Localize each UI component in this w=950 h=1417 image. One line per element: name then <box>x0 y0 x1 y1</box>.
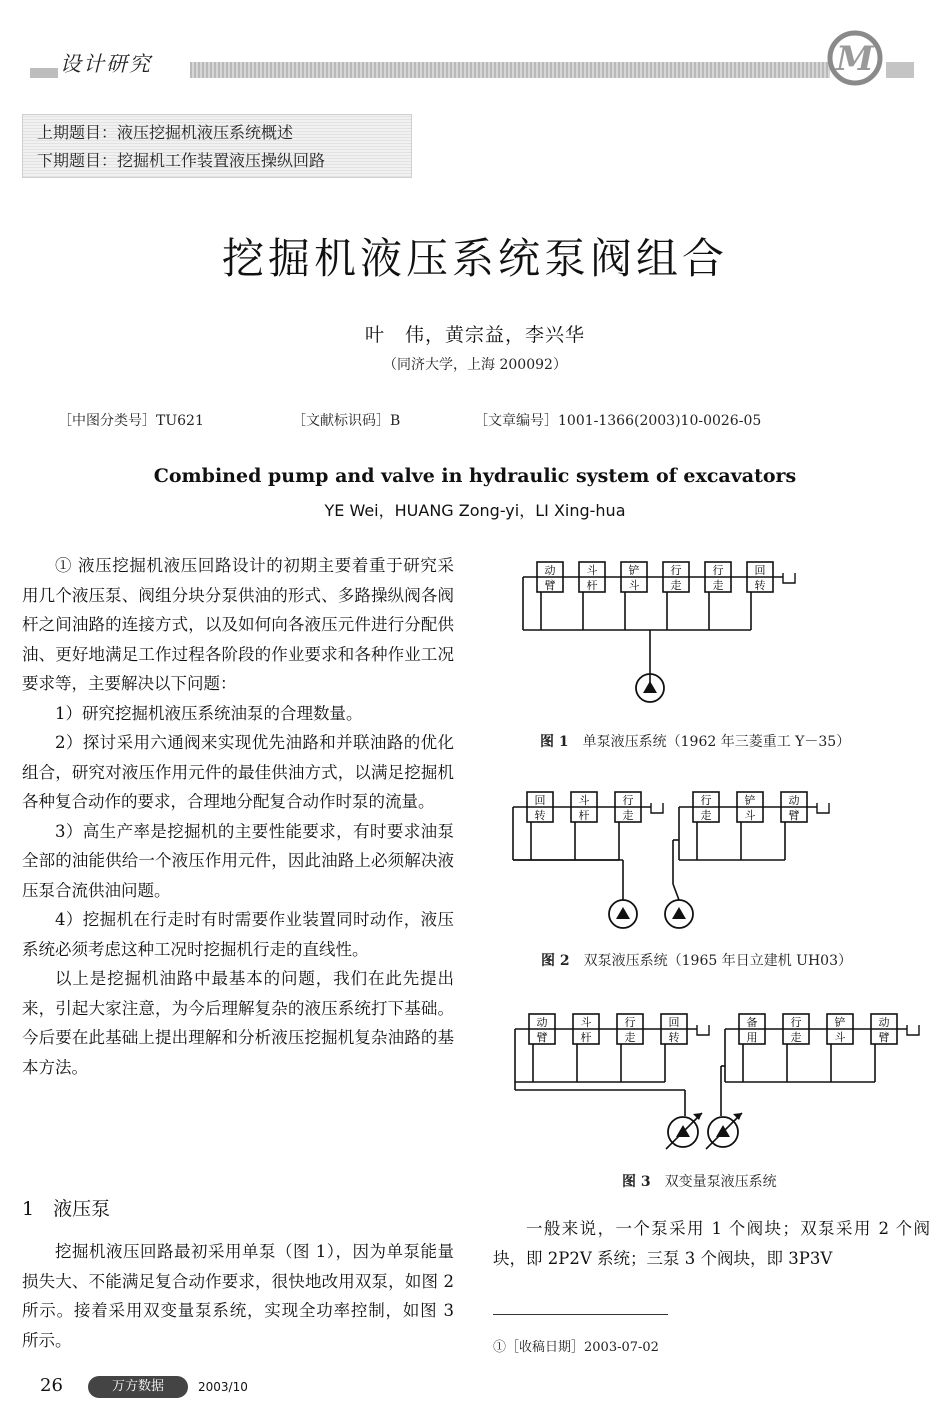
summary-paragraph: 以上是挖掘机油路中最基本的问题，我们在此先提出来，引起大家注意，为今后理解复杂的液压系统打下基础。今后要在此基础上提出理解和分析液压挖掘机复杂油路的基本方法。 <box>22 969 454 1077</box>
variable-arrowhead <box>733 1113 742 1120</box>
valve-label: 杆 <box>580 1031 592 1044</box>
figure-caption-text: 双泵液压系统（1965 年日立建机 UH03） <box>583 953 852 969</box>
valve-label: 行 <box>712 564 724 577</box>
issue-date: 2003/10 <box>198 1380 248 1394</box>
english-authors: YE Wei，HUANG Zong-yi，LI Xing-hua <box>324 501 626 520</box>
diagram-line <box>673 884 679 900</box>
header-band-left <box>30 68 58 78</box>
valve-label: 走 <box>670 579 682 592</box>
valve-label: 臂 <box>544 579 556 592</box>
valve-label: 行 <box>700 794 712 807</box>
section-heading: 1 液压泵 <box>22 1198 111 1220</box>
pump-arrow <box>643 681 657 693</box>
valve-label: 动 <box>536 1016 548 1029</box>
section1-paragraph-wrap <box>22 1237 454 1355</box>
next-topic: 下期题目：挖掘机工作装置液压操纵回路 <box>37 151 326 170</box>
tank-symbol <box>907 1025 919 1035</box>
figure-label: 图 1 <box>540 734 569 750</box>
figure-2-caption <box>541 950 852 970</box>
article-title: 挖掘机液压系统泵阀组合 <box>221 234 728 283</box>
valve-label: 行 <box>670 564 682 577</box>
valve-label: 走 <box>700 809 712 822</box>
figure-caption-text: 双变量泵液压系统 <box>664 1174 777 1190</box>
valve-label: 铲 <box>628 564 640 577</box>
valve-label: 铲 <box>834 1016 846 1029</box>
valve-label: 走 <box>790 1031 802 1044</box>
valve-label: 斗 <box>744 809 756 822</box>
tank-symbol <box>783 573 795 583</box>
valve-label: 转 <box>754 579 766 592</box>
variable-arrow <box>706 1113 742 1149</box>
valve-label: 臂 <box>788 809 800 822</box>
pump-arrow <box>616 907 630 919</box>
svg-text:M: M <box>836 39 874 79</box>
right-column <box>493 1214 930 1273</box>
valve-label: 转 <box>668 1031 680 1044</box>
valve-label: 走 <box>712 579 724 592</box>
valve-label: 走 <box>622 809 634 822</box>
valve-label: 备 <box>746 1016 758 1029</box>
header-band-right <box>886 62 914 78</box>
tank-symbol <box>817 803 829 813</box>
document-code: ［文献标识码］B <box>292 413 401 429</box>
topic-box <box>22 114 412 178</box>
valve-label: 回 <box>754 564 766 577</box>
valve-label: 斗 <box>586 564 598 577</box>
valve-label: 斗 <box>578 794 590 807</box>
valve-label: 斗 <box>834 1031 846 1044</box>
list-item: 3）高生产率是挖掘机的主要性能要求，有时要求油泵全部的油能供给一个液压作用元件，因此油路上必须解决液压泵合流供油问题。 <box>22 821 454 900</box>
article-affiliation: （同济大学，上海 200092） <box>383 357 567 373</box>
valve-label: 用 <box>746 1031 758 1044</box>
footnote-rule <box>493 1314 668 1315</box>
list-item: 1）研究挖掘机液压系统油泵的合理数量。 <box>55 703 363 723</box>
article-authors: 叶 伟，黄宗益，李兴华 <box>364 324 585 346</box>
previous-topic: 上期题目：液压挖掘机液压系统概述 <box>37 123 294 142</box>
variable-arrowhead <box>693 1113 702 1120</box>
valve-label: 走 <box>624 1031 636 1044</box>
left-column <box>22 551 454 1082</box>
valve-label: 斗 <box>628 579 640 592</box>
valve-label: 动 <box>878 1016 890 1029</box>
variable-arrow <box>666 1113 702 1149</box>
valve-label: 铲 <box>744 794 756 807</box>
section1-paragraph: 挖掘机液压回路最初采用单泵（图 1），因为单泵能量损失大、不能满足复合动作要求，很快地改用双泵，如图 2 所示。接着采用双变量泵系统，实现全功率控制，如图 3 所示。 <box>22 1242 454 1350</box>
valve-label: 行 <box>624 1016 636 1029</box>
article-number: ［文章编号］1001-1366(2003)10-0026-05 <box>474 413 762 429</box>
figure-3-diagram <box>495 1008 925 1158</box>
classification-number: ［中图分类号］TU621 <box>58 413 204 429</box>
figure-label: 图 3 <box>622 1174 651 1190</box>
figure-label: 图 2 <box>541 953 570 969</box>
journal-logo-icon <box>822 30 888 86</box>
valve-label: 转 <box>534 809 546 822</box>
pump-arrow <box>672 907 686 919</box>
valve-label: 动 <box>544 564 556 577</box>
figure-3-caption <box>622 1171 777 1191</box>
tank-symbol <box>651 803 663 813</box>
page-number: 26 <box>40 1375 63 1396</box>
valve-label: 行 <box>622 794 634 807</box>
footnote: ①［收稿日期］2003-07-02 <box>493 1340 659 1355</box>
section-label: 设计研究 <box>60 52 152 76</box>
figure-2-diagram <box>495 786 855 936</box>
tank-symbol <box>697 1025 709 1035</box>
valve-label: 杆 <box>578 809 590 822</box>
valve-label: 行 <box>790 1016 802 1029</box>
right-paragraph: 一般来说，一个泵采用 1 个阀块；双泵采用 2 个阀块，即 2P2V 系统；三泵 3 个阀块，即 3P3V <box>493 1219 930 1268</box>
figure-caption-text: 单泵液压系统（1962 年三菱重工 Y－35） <box>582 734 851 750</box>
list-item: 2）探讨采用六通阀来实现优先油路和并联油路的优化组合，研究对液压作用元件的最佳供油方式，以满足挖掘机各种复合动作的要求，合理地分配复合动作时泵的流量。 <box>22 733 454 811</box>
english-title: Combined pump and valve in hydraulic system of excavators <box>153 465 797 487</box>
footer-journal-logo: 万方数据 <box>88 1376 188 1398</box>
valve-label: 回 <box>534 794 546 807</box>
header-band <box>190 62 830 78</box>
valve-label: 动 <box>788 794 800 807</box>
valve-label: 臂 <box>536 1031 548 1044</box>
valve-label: 杆 <box>586 579 598 592</box>
valve-label: 回 <box>668 1016 680 1029</box>
valve-label: 斗 <box>580 1016 592 1029</box>
intro-paragraph: ① 液压挖掘机液压回路设计的初期主要着重于研究采用几个液压泵、阀组分块分泵供油的形式、多路操纵阀各阀杆之间油路的连接方式，以及如何向各液压元件进行分配供油、更好地满足工作过程各阶段的作业要求和各种作业工况要求等，主要解决以下问题： <box>22 556 454 693</box>
figure-1-caption <box>540 731 850 751</box>
valve-label: 臂 <box>878 1031 890 1044</box>
figure-1-diagram <box>495 556 825 716</box>
list-item: 4）挖掘机在行走时有时需要作业装置同时动作，液压系统必须考虑这种工况时挖掘机行走的直线性。 <box>22 910 454 959</box>
